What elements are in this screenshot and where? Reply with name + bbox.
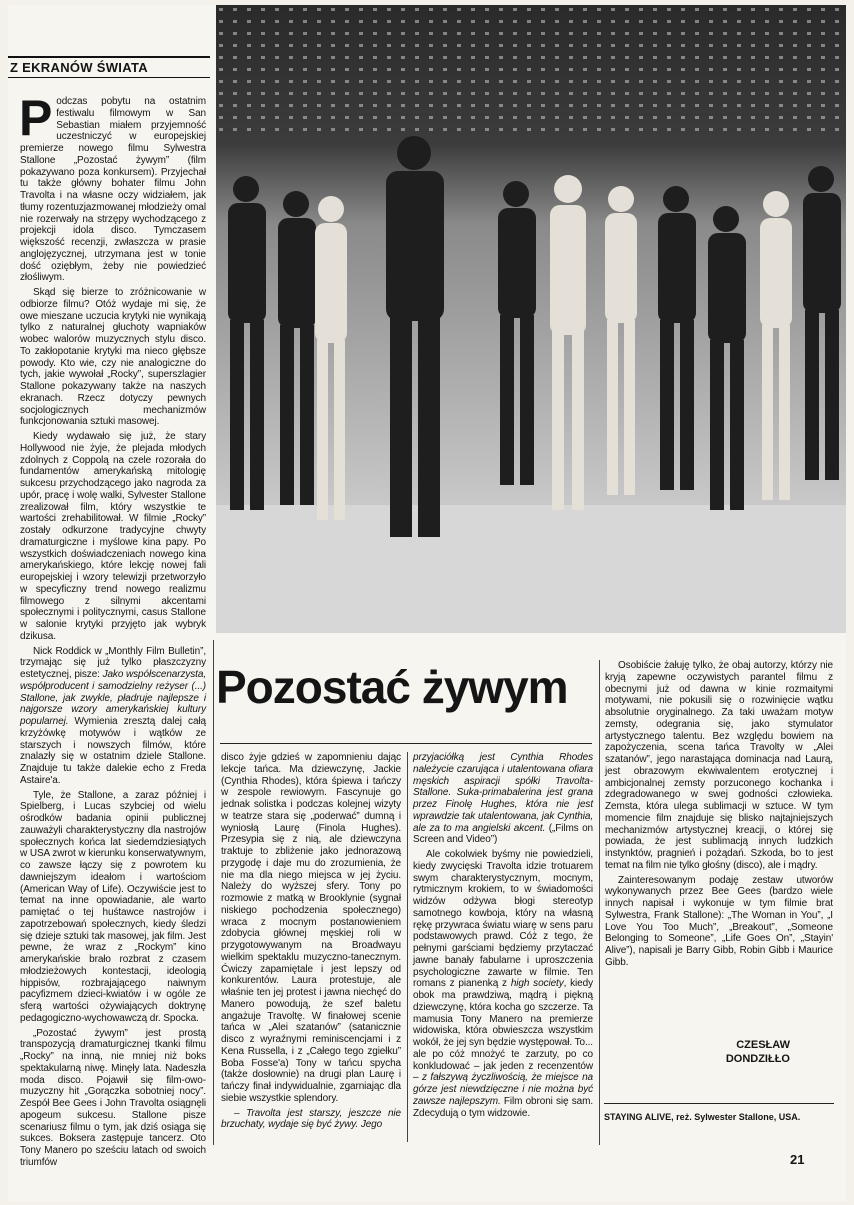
article-paragraph: Nick Roddick w „Monthly Film Bulletin”, trzymając się już tylko płaszczyzny estetycznej, pisze: Jako współscenarzysta, współproducent i samodzielny reżyser (...) Stallone, jak zwykle, pładruje najlepsze i najgorsze wzory amerykańskiej kultury popularnej. Wymienia zresztą dalej całą krzyżówkę motywów i wątków ze starszych i nowszych filmów, które znalazły się w ostatnim dziele Stallone. Znajduje tu także dalekie echo z Freda Astaire'a. [20,645,206,786]
author-first-name: CZESŁAW [736,1039,790,1051]
article-column-1 [19,90,206,1169]
article-paragraph: Kiedy wydawało się już, że stary Hollywood nie żyje, że plejada młodych zdolnych z Coppolą na czele rozorała do fundamentów amerykańską mitologię sukcesu przychodzącego jako nagroda za upór, pracę i wolę walki, Sylvester Stallone zrealizował film, który wszystkie te wartości zrehabilitował. W filmie „Rocky” zostały odkurzone tradycyjne chwyty dramaturgiczne i myślowe kina papy. Po wszystkich doświadczeniach nowego kina amerykańskiego, które lekcję nowej fali europejskiej i wzory telewizji przetworzyło w specyficzny trend nowego realizmu filmowego z silnymi akcentami społecznymi i politycznymi, casus Stallone w salonie krytyki przyjęto jak wybryk dzikusa. [20,431,206,642]
article-column-2 [221,752,401,1131]
article-paragraph: Osobiście żałuję tylko, że obaj autorzy, którzy nie kryją zapewne oczywistych parantel filmu z obecnymi już od dawna w kinie rozmaitymi motywami, nie pokusili się o rozwinięcie wątku absolutnie oryginalnego. Za taki uważam motyw zemsty, odegrania się, jako stymulator artystycznego talentu. Bez względu bowiem na zapożyczenia, scena tańca Travolty w „Alei szatanów”, jego narastająca dominacja nad Laurą, jest obrazowym ekwiwalentem erotycznej i ambicjonalnej zemsty porzuconego kochanka i zdegradowanego w swej godności człowieka. Zemsta, która ulega sublimacji w sztuce. W tym momencie film znajduje się blisko najtajniejszych mechanizmów artystycznej kreacji, o której się powiada, że jest sublimacją innych ludzkich instynktów, pragnień i pożądań. Szkoda, bo to jest temat na film nie tylko głośny (disco), ale i mądry. [605,660,833,871]
column-divider [213,640,214,1145]
article-paragraph: Skąd się bierze to zróżnicowanie w odbiorze filmu? Otóż wydaje mi się, że owe mieszane uczucia krytyki nie wynikają tylko z naturalnej głuchoty wapniaków wobec walorów muzycznych stylu disco. To zakłopotanie krytyki ma nieco głębsze powody. Kto wie, czy nie analogiczne do tych, jakie wywołał „Rocky”, superszlagier Stallone pokazywany także na naszych ekranach. Rzecz dotyczy pewnych socjologicznych mechanizmów funkcjonowania sztuki masowej. [20,287,206,428]
quote-italic: Jako współscenarzysta, współproducent i samodzielny reżyser (...) Stallone, jak zwykle, pładruje najlepsze i najgorsze wzory amerykańskiej kultury popularnej. [20,669,206,727]
film-still-photo [216,5,846,633]
article-paragraph: przyjaciółką jest Cynthia Rhodes należycie czarująca i utalentowana ofiara męskich aspiracji spółki Travolta-Stallone. Suka-primabalerina jest grana przez Finolę Hughes, która nie jest wprawdzie tak utalentowana, jak Cynthia, ale za to ma angielski akcent. („Films on Screen and Video”) [413,752,593,846]
article-paragraph: Zainteresowanym podaję zestaw utworów wykonywanych przez Bee Gees (bardzo wiele innych napisał i wykonuje w tym filmie brat Sylwestra, Frank Stallone): „The Woman in You”, „I Love You Too Much”, „Breakout”, „Someone Belonging to Someone”, „Life Goes On”, „Stayin' Alive”), napisali je Barry Gibb, Robin Gibb i Maurice Gibb. [605,874,833,968]
headline-rule [220,743,592,744]
article-headline: Pozostać żywym [216,661,568,713]
column-divider [407,752,408,1142]
article-paragraph: „Pozostać żywym” jest prostą transpozycją dramaturgicznej tkanki filmu „Rocky” na inną, nie mniej niż boks spektakularną niwę. Minęły lata. Nadeszła moda disco. Pojawił się film-owo-muzyczny hit „Gorączka sobotniej nocy”. Zespół Bee Gees i John Travolta osiągnęli apogeum sukcesu. Stallone pisze scenariusz filmu o tym, jak dziś osiąga się sukces. Boksera zastępuje tancerz. Oto Tony Manero po sześciu latach od swoich triumfów [20,1027,206,1168]
photo-caption: STAYING ALIVE, reż. Sylwester Stallone, USA. [604,1112,801,1122]
caption-rule [604,1103,834,1104]
article-paragraph: Tyle, że Stallone, a zaraz później i Spielberg, i Lucas szybciej od wielu ośrodków badania opinii publicznej zauważyli charakterystyczny dla nastrojów społecznych końca lat siedemdziesiątych w USA zwrot w kierunku konserwatywnym, co zawsze łączy się z powrotem ku dawniejszym ideałom i wartościom (American Way of Life). Oczywiście jest to temat na inne opowiadanie, ale warto pamiętać o tej huśtawce nastrojów i zapotrzebowań społecznych, kiedy śledzi się dzieje sztuki tak masowej, jak film. Jest pewne, że wraz z „Rockym” kino amerykańskie brało rozbrat z czasem młodzieżowych kontestacji, ideologią hippisów, rozbrajającego naiwnym pacyfizmem dzieci-kwiatów i w ogóle ze sferą wartości ożywiających doktrynę pedagogiczno-wychowawczą dr. Spocka. [20,789,206,1024]
author-last-name: DONDZIŁŁO [725,1053,790,1065]
article-paragraph: – Travolta jest starszy, jeszcze nie brzuchaty, wydaje się być żywy. Jego [221,1107,401,1131]
article-paragraph: Ale cokolwiek byśmy nie powiedzieli, kiedy zwycięski Travolta idzie trotuarem swym charakterystycznym, mocnym, rytmicznym krokiem, to w świadomości widzów odżywa błogi stereotyp samotnego kowboja, który na własną rękę przywraca światu wiarę w sens paru podstawowych prawd. Cóż z tego, że pełnymi garściami będziemy przytaczać jawne banały fabularne i uproszczenia psychologiczne zawarte w filmie. Ten romans z pianenką z high society, kiedy obok ma prawdziwą, mądrą i piękną dziewczynę, która kocha go szczerze. Ta mamusia Tony Manero na premierze widowiska, która obwieszcza wszystkim wokół, że jej syn będzie występował. To... ale po cóż mnożyć te zarzuty, po co konkludować – jak jeden z recenzentów – z fałszywą życzliwością, że miejsce na górze jest niewdzięczne i nie można być zawsze najlepszym. Film obroni się sam. Zdecydują o tym widzowie. [413,849,593,1119]
article-column-4 [605,660,833,969]
column-divider [599,660,600,1145]
section-title: Z EKRANÓW ŚWIATA [8,56,210,78]
author-byline [700,1038,790,1066]
article-paragraph: disco żyje gdzieś w zapomnieniu dając lekcje tańca. Ma dziewczynę, Jackie (Cynthia Rhodes), która śpiewa i tańczy w zespole rewiowym. Fascynuje go jednak solistka i podczas kolejnej wizyty w teatrze stara się „poderwać” dumną i wyniosłą Laurę (Finola Hughes). Przesypia się z nią, ale dziewczyna traktuje to zbliżenie jako jednorazową przygodę i daje mu do zrozumienia, że nie ma dla niego miejsca w jej życiu. Należy do wyższej sfery. Tony po rozmowie z matką w Brooklynie (sygnał niskiego pochodzenia społecznego) wraca z mocnym postanowieniem zdobycia głównej męskiej roli w przygotowywanym na Broadwayu wielkim spektaklu muzyczno-tanecznym. Ćwiczy zapamiętale i jest lepszy od konkurentów. Laura protestuje, ale właśnie ten jej protest i jawna niechęć do Manero powodują, że szef baletu angażuje Travoltę. W finałowej scenie tańca w „Alei szatanów” (satanicznie disco z wyraźnymi reminiscencjami i z Kena Russella, i z „Całego tego zgiełku” Boba Fosse'a) Tony w tańcu spycha (także dosłownie) na drugi plan Laurę i tańczy finał indywidualnie, zgarniając dla siebie wszystkie splendory. [221,752,401,1104]
article-column-3 [413,752,593,1119]
page-number: 21 [790,1152,805,1167]
drop-cap: P [19,90,53,146]
article-paragraph: Podczas pobytu na ostatnim festiwalu filmowym w San Sebastian miałem przyjemność uczestniczyć w europejskiej premierze nowego filmu Sylwestra Stallone „Pozostać żywym” (film pokazywano poza konkursem). Przyjechał tu także główny bohater filmu John Travolta i na własne oczy widziałem, jak tłumy rozentuzjazmowanej młodzieży omal nie rozerwały na strzępy wychodzącego z projekcji idola disco. Tymczasem większość recenzji, zwłaszcza w prasie anglojęzycznej, utrzymana jest w tonie dość oziębłym, żeby nie powiedzieć złośliwym. [19,90,206,284]
